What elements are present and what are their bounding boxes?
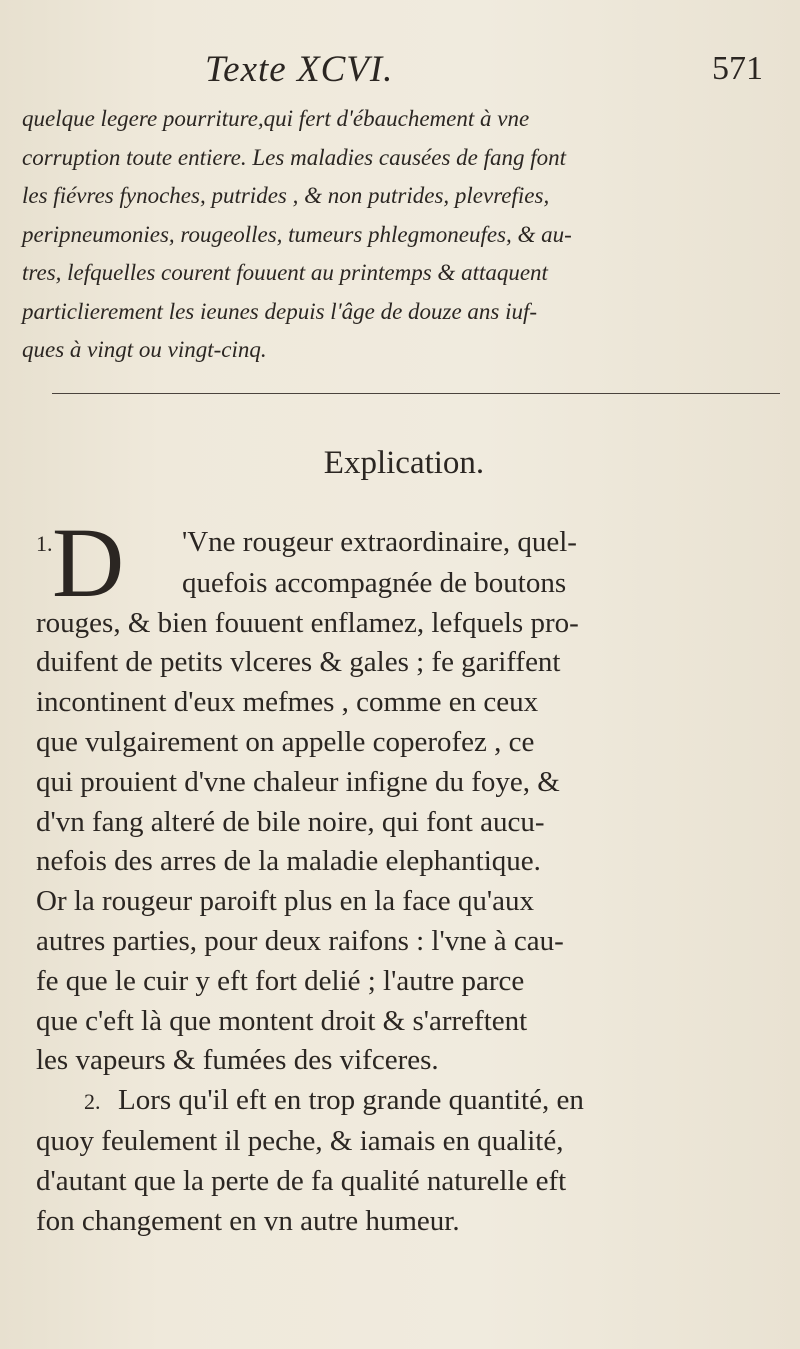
intro-line: particlierement les ieunes depuis l'âge de douze ans iuf- <box>22 298 538 324</box>
intro-line: ques à vingt ou vingt-cinq. <box>22 337 267 362</box>
intro-line: tres, lefquelles courent fouuent au printemps & attaquent <box>22 260 548 285</box>
paragraph-line: fe que le cuir y eft fort delié ; l'autre parce <box>36 964 525 997</box>
paragraph-line: Or la rougeur paroift plus en la face qu'aux <box>36 885 535 918</box>
running-title: Texte XCVI. <box>205 49 394 90</box>
page-header <box>0 48 800 98</box>
paragraph-line: qui prouient d'vne chaleur infigne du foye, & <box>36 765 560 798</box>
paragraph-line-text: Lors qu'il eft en trop grande quantité, en <box>118 1084 584 1117</box>
paragraph-line: rouges, & bien fouuent enflamez, lefquels pro- <box>36 606 579 639</box>
section-divider <box>52 393 780 394</box>
intro-line: quelque legere pourriture,qui fert d'ébauchement à vne <box>22 106 530 131</box>
paragraph-line <box>36 1081 776 1122</box>
intro-line: corruption toute entiere. Les maladies causées de fang font <box>22 144 567 170</box>
section-heading: Explication. <box>323 445 485 481</box>
intro-line: peripneumonies, rougeolles, tumeurs phlegmoneufes, & au- <box>22 221 572 247</box>
page-number: 571 <box>712 50 763 87</box>
paragraph-line: nefois des arres de la maladie elephantique. <box>36 845 541 878</box>
paragraph-line: les vapeurs & fumées des vifceres. <box>36 1044 439 1077</box>
paragraph-line: duifent de petits vlceres & gales ; fe gariffent <box>36 646 561 679</box>
paragraph-line: fon changement en vn autre humeur. <box>36 1204 460 1237</box>
paragraph-line: que vulgairement on appelle coperofez , ce <box>36 725 535 758</box>
intro-line: les fiévres fynoches, putrides , & non putrides, plevrefies, <box>22 183 550 208</box>
paragraph-number: 1. <box>36 531 53 556</box>
paragraph-line: quoy feulement il peche, & iamais en qualité, <box>36 1124 564 1157</box>
paragraph-line: autres parties, pour deux raifons : l'vne à cau- <box>36 924 564 957</box>
paragraph-line <box>36 523 776 564</box>
drop-capital: D <box>52 507 125 618</box>
paragraph-number: 2. <box>84 1089 101 1115</box>
paragraph-line: d'autant que la perte de fa qualité naturelle eft <box>36 1164 567 1197</box>
paragraph-line: d'vn fang alteré de bile noire, qui font aucu- <box>36 805 545 838</box>
paragraph-line: incontinent d'eux mefmes , comme en ceux <box>36 686 539 719</box>
intro-passage <box>22 100 777 370</box>
paragraph-line-text: 'Vne rougeur extraordinaire, quel- <box>182 526 577 558</box>
paragraph-line: que c'eft là que montent droit & s'arreftent <box>36 1004 528 1037</box>
paragraph-line: quefois accompagnée de boutons <box>182 566 567 599</box>
explication-body <box>36 523 776 1241</box>
